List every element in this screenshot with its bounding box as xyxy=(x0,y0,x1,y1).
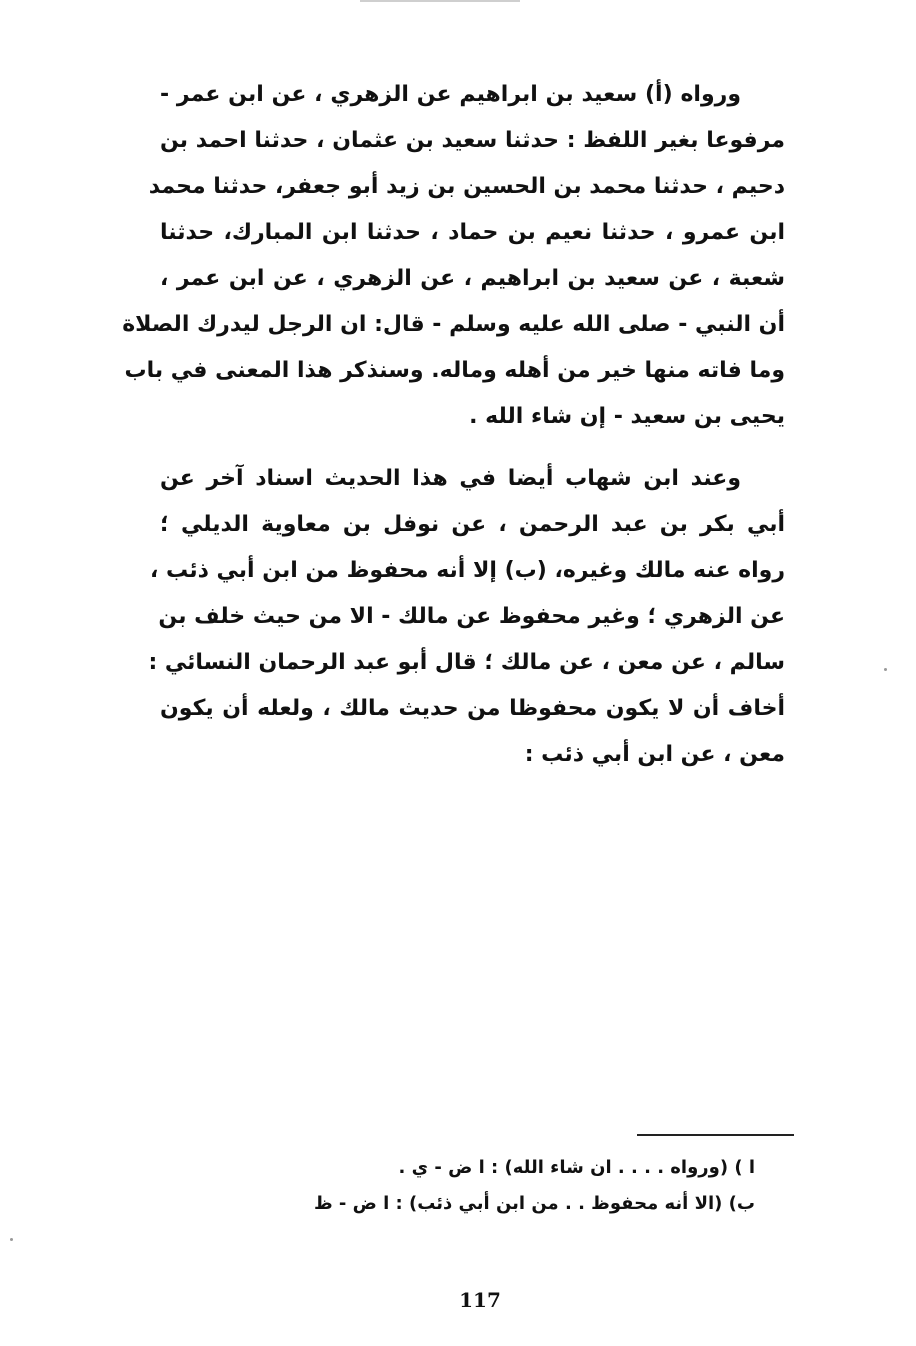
text-line: معن ، عن ابن أبي ذئب : xyxy=(524,742,785,767)
scan-speck xyxy=(884,668,887,671)
footnotes xyxy=(230,1150,755,1222)
text-line: رواه عنه مالك وغيره، (ب) إلا أنه محفوظ من ابن أبي ذئب ، xyxy=(150,558,785,583)
text-line: ورواه (أ) سعيد بن ابراهيم عن الزهري ، عن ابن عمر - xyxy=(160,82,741,107)
page-number: 117 xyxy=(459,1288,501,1312)
top-edge-mark xyxy=(360,0,520,2)
text-line: أخاف أن لا يكون محفوظا من حديث مالك ، ولعله أن يكون xyxy=(160,696,785,721)
footnote-divider xyxy=(637,1134,794,1136)
footnote-b: ب) (الا أنه محفوظ . . من ابن أبي ذئب) : ا ض - ظ xyxy=(313,1193,755,1214)
text-line: ابن عمرو ، حدثنا نعيم بن حماد ، حدثنا ابن المبارك، حدثنا xyxy=(160,220,785,245)
text-line: وما فاته منها خير من أهله وماله. وسنذكر هذا المعنى في باب xyxy=(124,358,785,383)
text-line: مرفوعا بغير اللفظ : حدثنا سعيد بن عثمان ، حدثنا احمد بن xyxy=(160,128,785,153)
text-line: دحيم ، حدثنا محمد بن الحسين بن زيد أبو جعفر، حدثنا محمد xyxy=(148,174,785,199)
text-line: يحيى بن سعيد - إن شاء الله . xyxy=(469,404,785,429)
text-line: عن الزهري ؛ وغير محفوظ عن مالك - الا من حيث خلف بن xyxy=(158,604,785,629)
text-line: أن النبي - صلى الله عليه وسلم - قال: ان الرجل ليدرك الصلاة xyxy=(122,312,785,337)
text-line: سالم ، عن معن ، عن مالك ؛ قال أبو عبد الرحمان النسائي : xyxy=(148,650,785,675)
text-line: شعبة ، عن سعيد بن ابراهيم ، عن الزهري ، عن ابن عمر ، xyxy=(160,266,785,291)
footnote-a: ا ) (ورواه . . . . ان شاء الله) : ا ض - ي . xyxy=(398,1157,755,1178)
paragraph-2 xyxy=(148,456,785,778)
text-line: وعند ابن شهاب أيضا في هذا الحديث اسناد آخر عن xyxy=(160,466,741,491)
text-line: أبي بكر بن عبد الرحمن ، عن نوفل بن معاوية الديلي ؛ xyxy=(160,512,785,537)
scan-speck xyxy=(10,1238,13,1241)
paragraph-1 xyxy=(122,72,785,440)
